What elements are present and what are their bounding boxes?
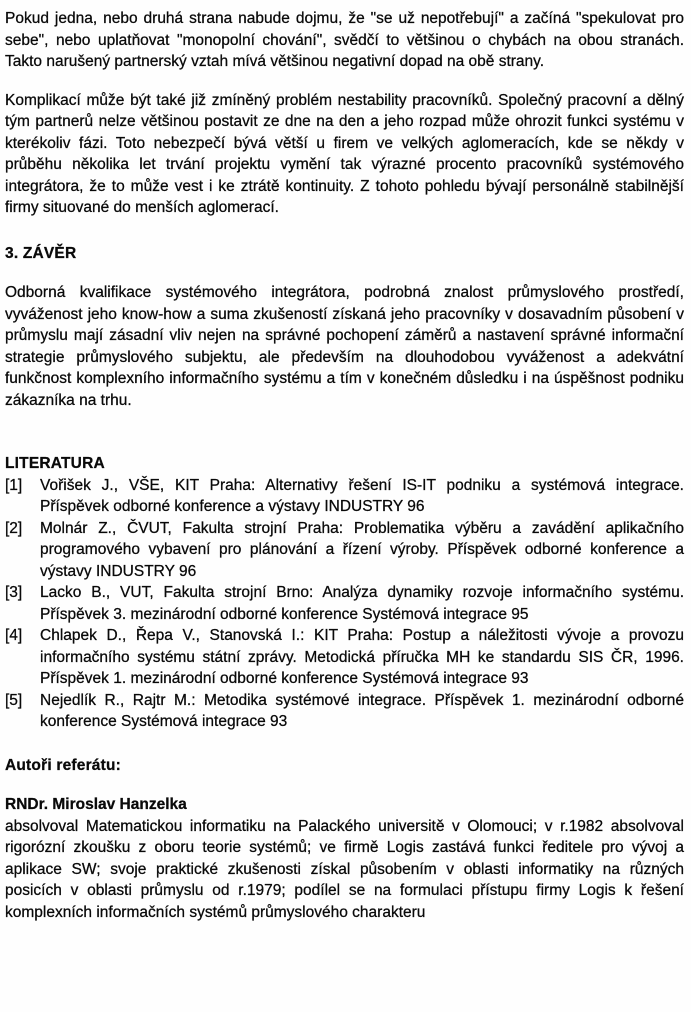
reference-text: Molnár Z., ČVUT, Fakulta strojní Praha: Problematika výběru a zavádění aplikačního programového vybavení pro plánování a řízení výroby. Příspěvek odborné konference a výstavy INDUSTRY 96 xyxy=(40,519,684,580)
reference-number: [4] xyxy=(5,627,23,644)
reference-number: [3] xyxy=(5,584,23,601)
author-bio: absolvoval Matematickou informatiku na Palackého universitě v Olomouci; v r.1982 absolvoval rigorózní zkoušku z oboru teorie systémů; ve firmě Logis zastává funkci ředitele pro vývoj a aplikace SW; svoje praktické zkušenosti získal působením v oblasti informatiky na různých posicích v oblasti průmyslu od r.1979; podílel se na formulaci přístupu firmy Logis k řešení komplexních informačních systémů průmyslového charakteru xyxy=(5,817,684,921)
reference-item xyxy=(5,625,684,690)
reference-item xyxy=(5,518,684,583)
paragraph-partnership: Pokud jedna, nebo druhá strana nabude dojmu, že "se už nepotřebují" a začíná "spekulovat pro sebe", nebo uplatňovat "monopolní chování", svědčí to většinou o chybách na obou stranách. Takto narušený partnerský vztah mívá většinou negativní dopad na obě strany. xyxy=(5,10,684,70)
reference-text: Vořišek J., VŠE, KIT Praha: Alternativy řešení IS-IT podniku a systémová integrace. Příspěvek odborné konference a výstavy INDUSTRY 96 xyxy=(40,476,684,515)
conclusion-heading: 3. ZÁVĚR xyxy=(5,244,77,262)
reference-item xyxy=(5,582,684,625)
reference-number: [1] xyxy=(5,476,23,494)
conclusion-paragraph: Odborná kvalifikace systémového integrátora, podrobná znalost průmyslového prostředí, vyváženost jeho know-how a suma zkušeností získaná jeho pracovníky v dosavadním působení v průmyslu mají zásadní vliv nejen na správné pochopení záměrů a nastavení správné informační strategie průmyslového subjektu, ale především na dlouhodobou vyváženost a adekvátní funkčnost komplexního informačního systému a tím v konečném důsledku i na úspěšnost podniku zákazníka na trhu. xyxy=(5,284,684,409)
reference-item xyxy=(5,475,684,518)
reference-text: Lacko B., VUT, Fakulta strojní Brno: Analýza dynamiky rozvoje informačního systému. Příspěvek 3. mezinárodní odborné konference Systémová integrace 95 xyxy=(40,584,684,623)
paragraph-staff-instability: Komplikací může být také již zmíněný problém nestability pracovníků. Společný pracovní a dělný tým partnerů nelze většinou postavit ze dne na den a jeho rozpad může ohrozit funkci systému v kterékoliv fázi. Toto nebezpečí bývá větší u firem ve velkých aglomeracích, kde se někdy v průběhu několika let trvání projektu vymění tak výrazné procento pracovníků systémového integrátora, že to může vest i ke ztrátě kontinuity. Z tohoto pohledu bývají personálně stabilnější firmy situované do menších aglomerací. xyxy=(5,91,684,216)
author-name: RNDr. Miroslav Hanzelka xyxy=(5,796,187,813)
reference-number: [2] xyxy=(5,519,23,537)
reference-list xyxy=(5,475,684,733)
literature-heading: LITERATURA xyxy=(5,455,105,472)
reference-item xyxy=(5,690,684,733)
reference-text: Chlapek D., Řepa V., Stanovská I.: KIT Praha: Postup a náležitosti vývoje a provozu informačního systému státní zprávy. Metodická příručka MH ke standardu SIS ČR, 1996. Příspěvek 1. mezinárodní odborné konference Systémová integrace 93 xyxy=(40,627,684,687)
reference-text: Nejedlík R., Rajtr M.: Metodika systémové integrace. Příspěvek 1. mezinárodní odborné konference Systémová integrace 93 xyxy=(40,691,684,730)
authors-heading: Autoři referátu: xyxy=(5,756,122,774)
reference-number: [5] xyxy=(5,691,23,709)
